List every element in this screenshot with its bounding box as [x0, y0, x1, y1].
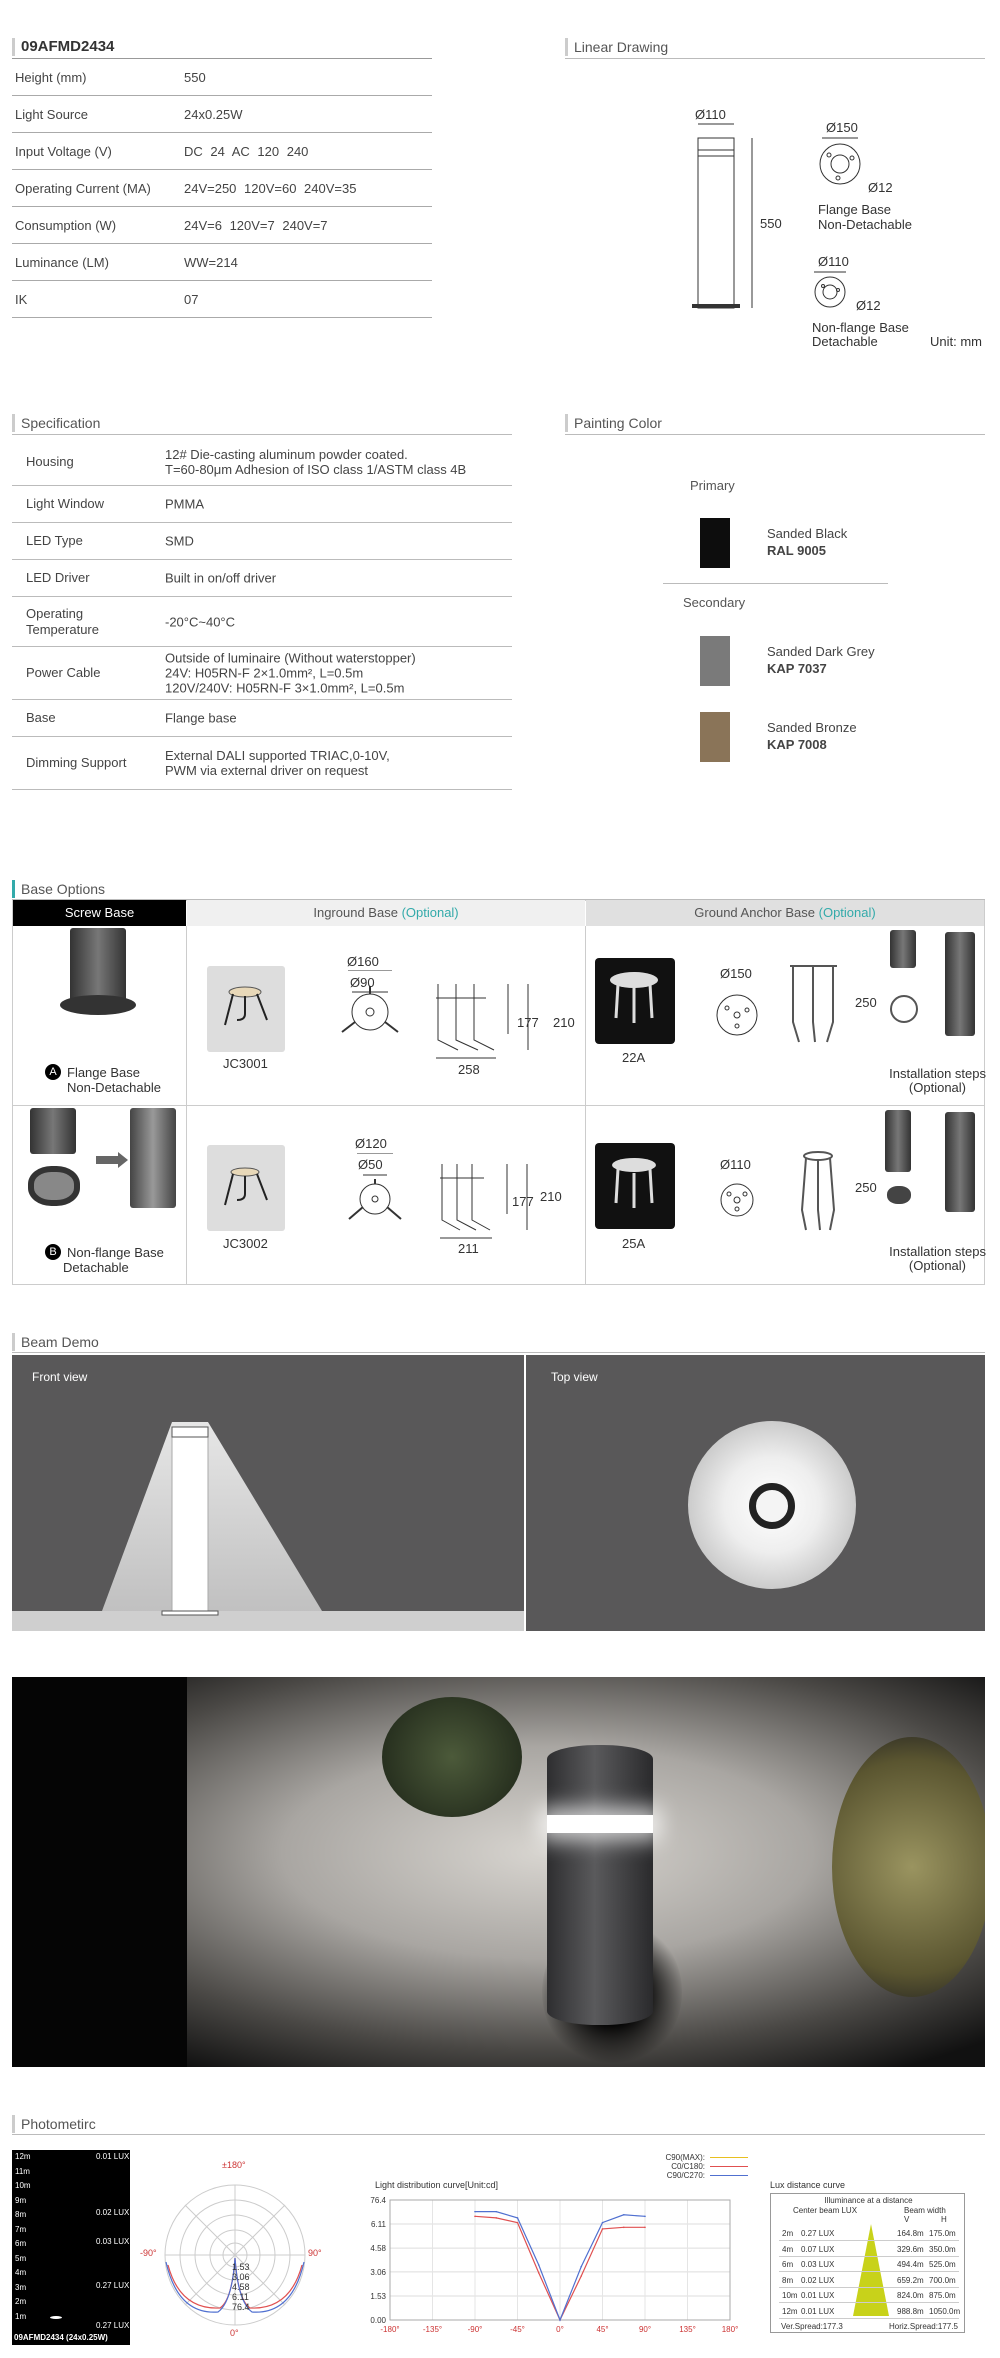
anchor-top-view-b: [715, 1178, 759, 1222]
row-b-label-2: Detachable: [63, 1260, 129, 1275]
spec-row: [12, 737, 512, 790]
distance-row-label: 8m: [15, 2210, 27, 2219]
row-b-marker: B: [45, 1244, 61, 1260]
x-tick-label: -90°: [467, 2325, 483, 2334]
anchor-a-height: 250: [855, 995, 877, 1010]
series-point: [580, 2275, 582, 2277]
flange-disc: [60, 995, 136, 1015]
screw-base-image-b1: [30, 1108, 76, 1154]
lux-row: 2m 0.27 LUX 164.8m 175.0m: [779, 2226, 959, 2241]
photo-bollard-light: [547, 1815, 653, 1833]
lux-header-1: Center beam LUX: [793, 2206, 858, 2215]
lux-title: Lux distance curve: [770, 2180, 846, 2190]
param-value: 550: [184, 70, 206, 85]
front-view-label: Front view: [32, 1370, 88, 1384]
install-step-a2: [890, 995, 918, 1023]
spec-value: PMMA: [165, 496, 204, 512]
install-optional-a: (Optional): [908, 1080, 966, 1095]
spec-label: LED Type: [26, 533, 83, 548]
b-d1: Ø120: [355, 1136, 387, 1151]
distance-chart: [12, 2150, 130, 2345]
application-photo: [12, 1677, 985, 2067]
distance-row-label: 6m: [15, 2239, 27, 2248]
b-w: 211: [458, 1241, 479, 1256]
install-step-a3: [945, 932, 975, 1036]
series-point: [580, 2266, 582, 2268]
distance-lux-label: 0.27 LUX: [96, 2281, 130, 2290]
x-tick-label: 45°: [596, 2325, 609, 2334]
polar-right: 90°: [308, 2248, 322, 2258]
param-value: 24V=6 120V=7 240V=7: [184, 218, 328, 233]
top-view-panel: [526, 1355, 985, 1631]
polar-left: -90°: [140, 2248, 157, 2258]
install-step-b3: [945, 1112, 975, 1212]
install-steps-a[interactable]: Installation steps: [889, 1066, 986, 1081]
flange-label-2: Non-Detachable: [818, 217, 912, 232]
flange-label-1: Flange Base: [818, 202, 891, 217]
screw-base-header: Screw Base: [13, 900, 186, 926]
photo-bollard: [547, 1745, 653, 2025]
distance-lux-label: 0.01 LUX: [96, 2152, 130, 2161]
anchor-25a-icon: [604, 1153, 664, 1213]
param-value: 07: [184, 292, 199, 307]
param-label: IK: [15, 292, 28, 307]
row-a-label-1: Flange Base: [67, 1065, 140, 1080]
anchor-top-view-a: [712, 990, 762, 1040]
spec-value: 12# Die-casting aluminum powder coated. T=60-80μm Adhesion of ISO class 1/ASTM class 4B: [165, 446, 467, 477]
y-tick-label: 1.53: [370, 2291, 386, 2301]
install-steps-b[interactable]: Installation steps: [889, 1244, 986, 1259]
distance-lux-label: 0.02 LUX: [96, 2208, 130, 2217]
spec-label: Dimming Support: [26, 755, 127, 770]
distance-row-label: 10m: [15, 2181, 31, 2190]
nonflange-diameter: Ø110: [818, 254, 849, 269]
flange-diameter: Ø150: [826, 120, 858, 135]
b-d2: Ø50: [358, 1157, 383, 1172]
x-tick-label: 90°: [638, 2325, 652, 2334]
primary-label: Primary: [690, 478, 735, 493]
secondary-label: Secondary: [683, 595, 746, 610]
legend-swatch: [710, 2166, 748, 2167]
spec-label: Base: [26, 710, 56, 725]
lux-table: [770, 2193, 965, 2333]
jc3002-code: JC3002: [223, 1236, 268, 1251]
b-h2: 210: [540, 1189, 562, 1204]
distance-caption: 09AFMD2434 (24x0.25W): [14, 2333, 108, 2342]
nonflange-label-2: Detachable: [812, 334, 878, 349]
anchor-side-view-a: [785, 962, 845, 1047]
distance-row-label: 7m: [15, 2224, 27, 2234]
linear-drawing-title: Linear Drawing: [565, 38, 668, 56]
legend-item: C0/C180:: [671, 2162, 705, 2171]
polar-value: 76.4: [232, 2302, 250, 2312]
distance-lux-label: 0.03 LUX: [96, 2237, 130, 2246]
a-w: 258: [458, 1062, 480, 1077]
param-row: [12, 96, 432, 133]
spec-label: Light Window: [26, 496, 105, 511]
param-row: [12, 170, 432, 207]
anchor-22a-code: 22A: [622, 1050, 646, 1065]
y-tick-label: 3.06: [370, 2267, 386, 2277]
series-point: [602, 2222, 604, 2224]
specification-title: Specification: [12, 414, 100, 432]
install-step-a1: [890, 930, 916, 968]
lux-header-v: V: [904, 2215, 910, 2224]
spec-value: External DALI supported TRIAC,0-10V, PWM via external driver on request: [165, 748, 390, 778]
color-swatch: [700, 636, 730, 686]
y-tick-label: 0.00: [370, 2316, 386, 2325]
anchor-22a-icon: [604, 968, 664, 1028]
a-d1: Ø160: [347, 954, 379, 969]
distance-row-label: 2m: [15, 2297, 27, 2306]
param-row: [12, 207, 432, 244]
anchor-b-diameter: Ø110: [720, 1157, 751, 1172]
param-label: Consumption (W): [15, 218, 117, 233]
series-point: [644, 2227, 646, 2229]
lux-row: 10m 0.01 LUX 824.0m 875.0m: [779, 2288, 959, 2303]
anchor-a-diameter: Ø150: [720, 966, 752, 981]
color-name: Sanded Black RAL 9005: [767, 526, 848, 558]
series-point: [623, 2214, 625, 2216]
legend-item: C90/C270:: [666, 2171, 705, 2180]
legend-swatch: [710, 2157, 748, 2158]
spec-row: [12, 700, 512, 737]
x-tick-label: 0°: [556, 2325, 564, 2334]
jc3001-code: JC3001: [223, 1056, 268, 1071]
spec-label: Housing: [26, 453, 74, 469]
nonflange-label-1: Non-flange Base: [812, 320, 909, 335]
row-a-marker: A: [45, 1064, 61, 1080]
x-tick-label: 135°: [679, 2325, 696, 2334]
ver-spread: Ver.Spread:177.3: [781, 2322, 843, 2331]
top-view-label: Top view: [551, 1370, 598, 1384]
polar-bottom: 0°: [230, 2328, 239, 2338]
polar-top: ±180°: [222, 2160, 246, 2170]
spec-row: [12, 486, 512, 523]
series-point: [602, 2228, 604, 2230]
series-point: [474, 2216, 476, 2218]
lux-header-2: Beam width: [904, 2206, 946, 2215]
polar-chart: [160, 2170, 310, 2340]
param-label: Height (mm): [15, 70, 87, 85]
distance-lux-label: 0.27 LUX: [96, 2321, 130, 2330]
spec-value: SMD: [165, 533, 194, 549]
drawing-diameter-top: Ø110: [695, 107, 726, 122]
param-label: Luminance (LM): [15, 255, 109, 270]
a-d2: Ø90: [350, 975, 375, 990]
series-point: [517, 2222, 519, 2224]
param-label: Input Voltage (V): [15, 144, 112, 159]
spec-label: Operating Temperature: [26, 605, 99, 637]
spec-value: -20°C~40°C: [165, 614, 236, 629]
legend-item: C90(MAX):: [665, 2153, 705, 2162]
x-tick-label: 180°: [721, 2325, 739, 2334]
param-label: Light Source: [15, 107, 88, 122]
flange-hole: Ø12: [868, 180, 893, 195]
a-h2: 210: [553, 1015, 575, 1030]
beam-demo-title: Beam Demo: [12, 1333, 99, 1351]
b-h1: 177: [512, 1194, 534, 1209]
x-tick-label: -135°: [422, 2325, 443, 2334]
jc3002-icon: [215, 1160, 275, 1220]
lux-row: 12m 0.01 LUX 988.8m 1050.0m: [779, 2304, 959, 2319]
param-row: [12, 244, 432, 281]
install-step-b1: [885, 1110, 911, 1172]
y-tick-label: 6.11: [371, 2220, 386, 2230]
param-row: [12, 133, 432, 170]
color-name: Sanded Bronze KAP 7008: [767, 720, 857, 752]
lux-row: 8m 0.02 LUX 659.2m 700.0m: [779, 2273, 959, 2288]
install-optional-b: (Optional): [908, 1258, 966, 1273]
lux-row: 4m 0.07 LUX 329.6m 350.0m: [779, 2242, 959, 2257]
polar-value: 6.11: [232, 2292, 249, 2302]
front-view-panel: [12, 1355, 524, 1631]
series-point: [474, 2211, 476, 2213]
jc3001-icon: [215, 980, 275, 1040]
series-point: [559, 2319, 561, 2321]
photometric-title: Photometirc: [12, 2115, 96, 2133]
series-point: [538, 2264, 540, 2266]
spec-value: Built in on/off driver: [165, 570, 277, 586]
series-point: [644, 2216, 646, 2218]
distance-row-label: 1m: [15, 2311, 27, 2321]
screw-base-image-b2: [130, 1108, 176, 1208]
distance-row-label: 5m: [15, 2253, 27, 2263]
param-label: Operating Current (MA): [15, 181, 151, 196]
series-point: [517, 2217, 519, 2219]
y-tick-label: 76.4: [370, 2196, 386, 2205]
color-swatch: [700, 712, 730, 762]
legend-swatch: [710, 2175, 748, 2176]
ground-anchor-header: Ground Anchor Base (Optional): [586, 900, 984, 926]
param-row: [12, 281, 432, 318]
x-tick-label: -45°: [510, 2325, 525, 2334]
light-distribution-chart: [370, 2190, 740, 2340]
spec-label: Power Cable: [26, 665, 101, 680]
param-value: WW=214: [184, 255, 238, 270]
color-name: Sanded Dark Grey KAP 7037: [767, 644, 875, 676]
inground-top-view-a: [330, 970, 410, 1040]
series-point: [495, 2211, 497, 2213]
spec-row: [12, 647, 512, 700]
lux-row: 6m 0.03 LUX 494.4m 525.0m: [779, 2257, 959, 2272]
polar-value: 1.53: [232, 2262, 250, 2272]
anchor-b-height: 250: [855, 1180, 877, 1195]
anchor-side-view-b: [790, 1150, 850, 1235]
base-options-title: Base Options: [12, 880, 105, 898]
non-flange-ring: [28, 1166, 80, 1206]
spec-row: [12, 560, 512, 597]
x-tick-label: -180°: [380, 2325, 400, 2334]
param-value: 24V=250 120V=60 240V=35: [184, 181, 357, 196]
param-value: 24x0.25W: [184, 107, 243, 122]
series-point: [495, 2217, 497, 2219]
painting-color-title: Painting Color: [565, 414, 662, 432]
series-point: [623, 2227, 625, 2229]
distance-row-label: 3m: [15, 2282, 27, 2292]
chart-title: Light distribution curve[Unit:cd]: [375, 2180, 499, 2190]
color-swatch: [700, 518, 730, 568]
y-tick-label: 4.58: [370, 2244, 386, 2254]
inground-top-view-b: [335, 1153, 415, 1233]
lux-header-h: H: [941, 2215, 947, 2224]
row-b-label-1: Non-flange Base: [67, 1245, 164, 1260]
drawing-height: 550: [760, 216, 782, 231]
hor-spread: Horiz.Spread:177.5: [889, 2322, 958, 2331]
distance-row-label: 12m: [15, 2152, 31, 2161]
inground-base-header: Inground Base (Optional): [187, 900, 585, 926]
distance-row-label: 11m: [15, 2166, 30, 2176]
row-a-label-2: Non-Detachable: [67, 1080, 161, 1095]
spec-row: [12, 438, 512, 486]
screw-base-image-a: [70, 928, 126, 1004]
spec-value: Flange base: [165, 710, 237, 726]
install-step-b2: [887, 1186, 911, 1204]
series-point: [538, 2272, 540, 2274]
arrow-right-icon: [96, 1156, 120, 1164]
unit-label: Unit: mm: [930, 334, 982, 349]
polar-value: 4.58: [232, 2282, 250, 2292]
lux-subtitle: Illuminance at a distance: [824, 2196, 913, 2205]
spec-row: [12, 597, 512, 647]
a-h1: 177: [517, 1015, 539, 1030]
polar-value: 3.06: [232, 2272, 250, 2282]
spec-value: Outside of luminaire (Without waterstopper) 24V: H05RN-F 2×1.0mm², L=0.5m 120V/240V: H05RN-F 3×1.0mm², L=0.5m: [165, 650, 416, 696]
distance-row-label: 9m: [15, 2195, 27, 2205]
param-row: [12, 59, 432, 96]
nonflange-hole: Ø12: [856, 298, 881, 313]
spec-label: LED Driver: [26, 570, 90, 585]
top-view-fixture: [749, 1483, 795, 1529]
distance-row-label: 4m: [15, 2268, 27, 2277]
anchor-25a-code: 25A: [622, 1236, 646, 1251]
param-value: DC 24 AC 120 240: [184, 144, 309, 159]
spec-row: [12, 523, 512, 560]
product-code: 09AFMD2434: [12, 38, 114, 56]
